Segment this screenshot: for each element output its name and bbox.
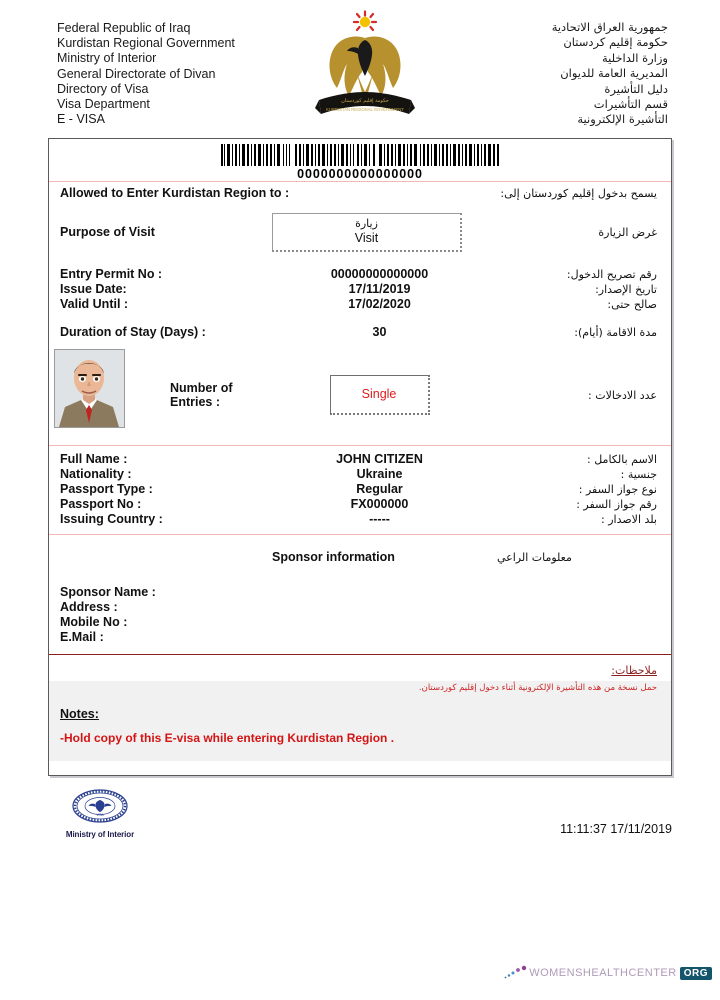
person-row	[60, 512, 657, 526]
person-value: JOHN CITIZEN	[336, 452, 423, 466]
barcode-area	[49, 139, 671, 181]
sponsor-label-en: Mobile No :	[60, 615, 128, 629]
header-ar-line: وزارة الداخلية	[601, 50, 668, 65]
header-ar-line: جمهورية العراق الاتحادية	[551, 20, 668, 34]
person-row	[60, 482, 657, 496]
sponsor-title-row	[49, 535, 671, 579]
entries-value: Single	[361, 387, 397, 401]
duration-of-stay-row	[49, 315, 671, 347]
entries-section	[49, 347, 671, 445]
applicant-photo	[54, 349, 125, 428]
person-value: Ukraine	[356, 467, 403, 481]
header-en-line: Visa Department	[57, 97, 150, 112]
notes-block	[49, 681, 671, 761]
duration-label-en: Duration of Stay (Days) :	[60, 325, 206, 339]
svg-text:VISA: VISA	[96, 813, 104, 817]
person-label-ar: رقم جواز السفر :	[576, 498, 657, 511]
notes-arabic-title-row	[49, 655, 671, 681]
sponsor-label-en: Address :	[60, 600, 118, 614]
person-row	[60, 467, 657, 481]
watermark-text: WOMENSHEALTHCENTER	[529, 967, 677, 979]
visa-details-box	[48, 138, 672, 776]
person-label-en: Passport Type :	[60, 482, 153, 496]
allowed-label-ar: يسمح بدخول إقليم كوردستان إلى:	[500, 186, 657, 200]
permit-label-ar: تاريخ الإصدار:	[595, 283, 657, 296]
person-label-ar: الاسم بالكامل :	[587, 453, 657, 466]
permit-label-en: Entry Permit No :	[60, 267, 163, 281]
svg-text:حكومة إقليم كوردستان: حكومة إقليم كوردستان	[341, 98, 389, 104]
person-value: -----	[369, 512, 390, 526]
purpose-value-en: Visit	[354, 230, 379, 245]
permit-row	[60, 267, 657, 281]
person-label-en: Nationality :	[60, 467, 132, 481]
person-value: Regular	[356, 482, 403, 496]
ministry-seal-container	[62, 788, 138, 839]
entries-label-en: Number of Entries :	[170, 381, 233, 409]
header-ar-line: دليل التأشيرة	[604, 81, 668, 96]
purpose-value-box	[272, 213, 462, 252]
duration-value: 30	[372, 325, 387, 339]
header-ar-line: حكومة إقليم كردستان	[563, 35, 668, 50]
watermark-dots-icon	[503, 965, 529, 981]
duration-label-ar: مدة الاقامة (أيام):	[574, 326, 657, 339]
sponsor-row	[60, 615, 657, 629]
person-label-ar: نوع جواز السفر :	[578, 483, 657, 496]
document-header	[0, 0, 720, 135]
seal-caption: Ministry of Interior	[65, 830, 135, 839]
permit-label-ar: رقم تصريح الدخول:	[566, 268, 657, 281]
permit-value: 00000000000000	[330, 267, 429, 281]
notes-title-ar: ملاحظات:	[611, 664, 657, 677]
notes-title-en: Notes:	[60, 707, 99, 721]
person-label-ar: بلد الاصدار :	[601, 513, 657, 526]
applicant-photo-image	[55, 350, 124, 427]
ministry-of-interior-seal	[71, 788, 129, 824]
barcode-number: 0000000000000000	[297, 167, 423, 181]
notes-line-en: -Hold copy of this E-visa while entering Kurdistan Region .	[60, 731, 395, 745]
allowed-to-enter-row	[49, 182, 671, 204]
watermark-badge: ORG	[680, 967, 712, 980]
sponsor-row	[60, 585, 657, 599]
header-en-line: Federal Republic of Iraq	[57, 21, 191, 35]
personal-details-section	[49, 446, 671, 534]
header-ar-line: قسم التأشيرات	[593, 97, 668, 112]
header-en-line: General Directorate of Divan	[57, 66, 216, 81]
header-ar-line: المديرية العامة للديوان	[560, 66, 668, 81]
header-en-line: Kurdistan Regional Government	[57, 36, 235, 51]
purpose-value-container	[272, 213, 487, 252]
header-en-line: Directory of Visa	[57, 81, 149, 96]
permit-value: 17/02/2020	[348, 297, 411, 311]
footer-timestamp: 11:11:37 17/11/2019	[560, 822, 672, 836]
sponsor-label-en: Sponsor Name :	[60, 585, 156, 599]
header-arabic-block	[430, 0, 720, 128]
header-en-line: E - VISA	[57, 112, 105, 127]
entries-value-container	[272, 375, 487, 415]
permit-label-en: Valid Until :	[60, 297, 129, 311]
sponsor-row	[60, 600, 657, 614]
site-watermark	[503, 965, 712, 981]
purpose-value-ar: زيارة	[355, 216, 378, 230]
purpose-label-ar: غرض الزيارة	[598, 225, 657, 239]
permit-value: 17/11/2019	[348, 282, 411, 296]
header-ar-line: التأشيرة الإلكترونية	[577, 112, 668, 127]
permit-row	[60, 282, 657, 296]
barcode-image	[221, 144, 499, 166]
number-of-entries-row	[60, 347, 657, 415]
header-en-line: Ministry of Interior	[57, 51, 157, 66]
sponsor-label-en: E.Mail :	[60, 630, 104, 644]
person-row	[60, 497, 657, 511]
notes-line-ar: حمل نسخة من هذه التأشيرة الإلكترونية أثناء دخول إقليم كوردستان.	[418, 683, 657, 693]
document-footer	[0, 786, 720, 846]
sponsor-title-ar: معلومات الراعي	[497, 550, 572, 564]
allowed-label-en: Allowed to Enter Kurdistan Region to :	[60, 186, 290, 200]
person-label-en: Full Name :	[60, 452, 128, 466]
entries-label-ar: عدد الادخالات :	[588, 388, 657, 402]
kurdistan-regional-government-emblem	[313, 8, 417, 128]
person-value: FX000000	[350, 497, 409, 511]
sponsor-fields-section	[49, 579, 671, 654]
permit-row	[60, 297, 657, 311]
svg-text:KURDISTAN REGIONAL GOVERNMENT: KURDISTAN REGIONAL GOVERNMENT	[326, 107, 404, 112]
permit-label-en: Issue Date:	[60, 282, 127, 296]
entries-value-box	[330, 375, 430, 415]
header-english-block	[0, 0, 300, 127]
person-row	[60, 452, 657, 466]
purpose-label-en: Purpose of Visit	[60, 225, 155, 239]
sponsor-title-en: Sponsor information	[272, 550, 395, 564]
person-label-en: Issuing Country :	[60, 512, 163, 526]
permit-details-section	[49, 260, 671, 315]
emblem-container	[300, 0, 430, 128]
purpose-of-visit-row	[49, 204, 671, 260]
permit-label-ar: صالح حتى:	[607, 298, 657, 311]
sponsor-row	[60, 630, 657, 644]
person-label-ar: جنسية :	[620, 468, 657, 481]
person-label-en: Passport No :	[60, 497, 142, 511]
